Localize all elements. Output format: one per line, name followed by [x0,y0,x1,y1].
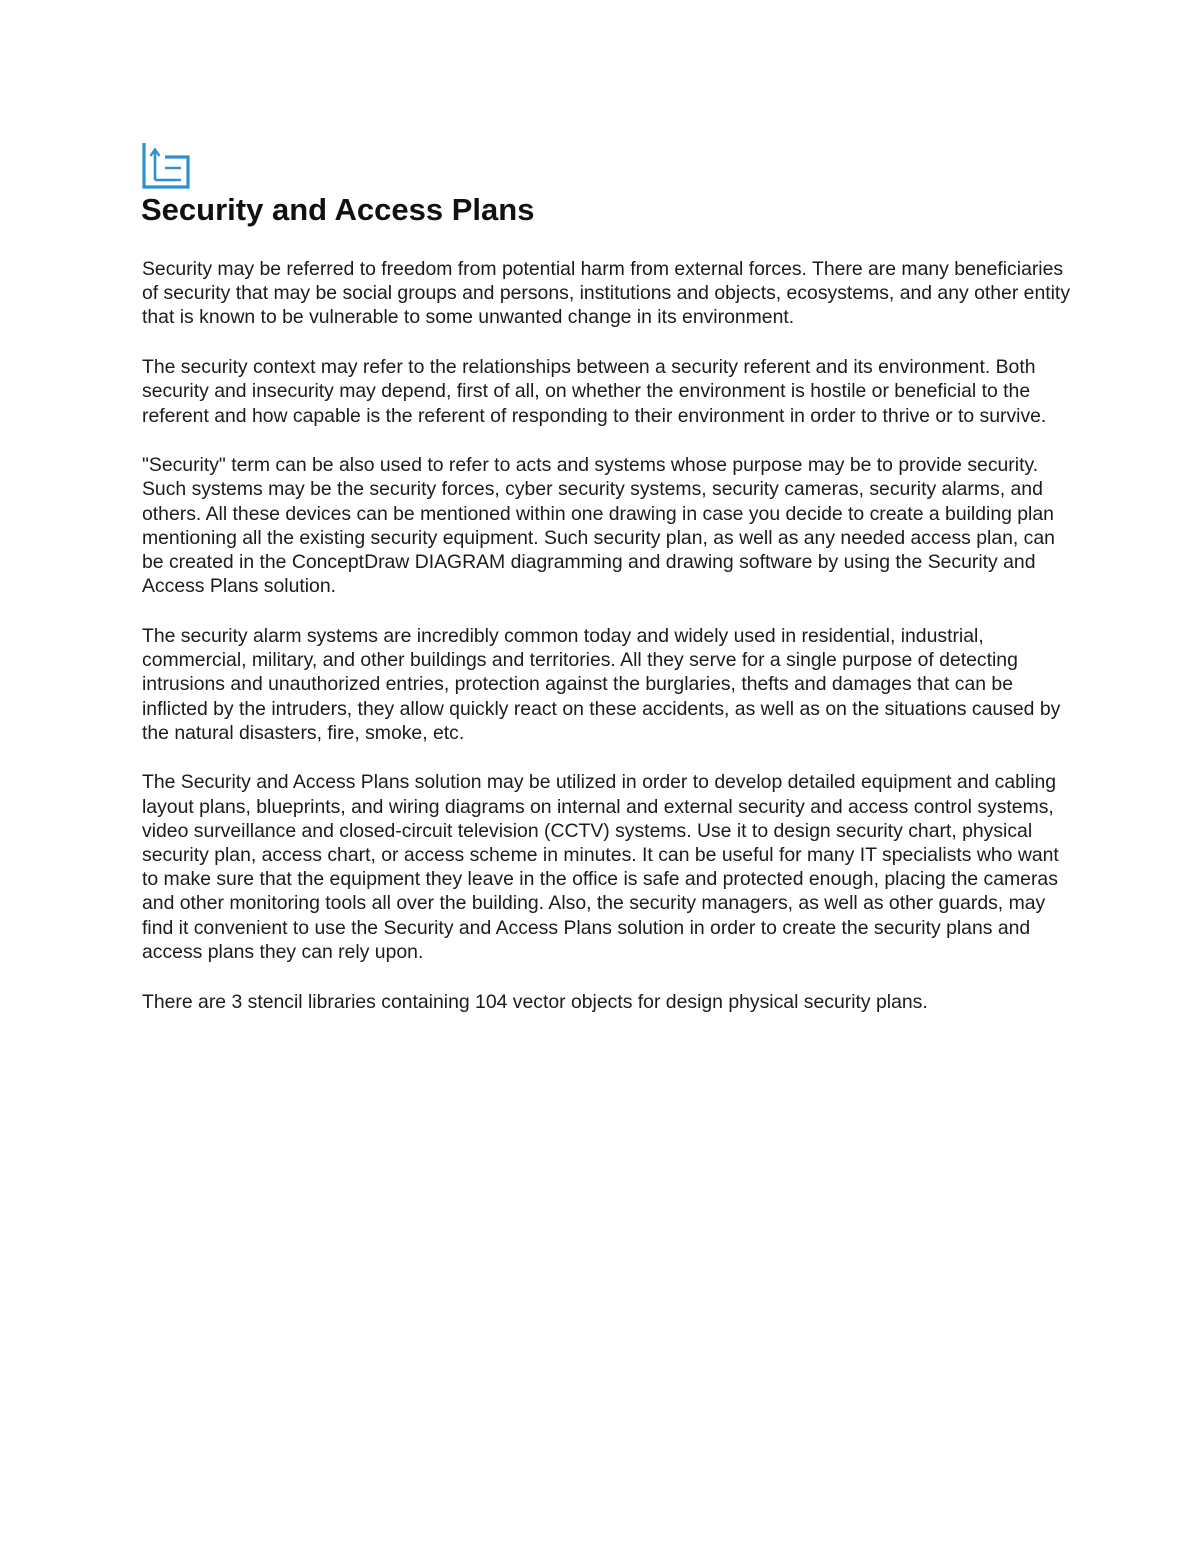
paragraph-security-systems: "Security" term can be also used to refer to acts and systems whose purpose may be to provide security. Such systems may be the security forces, cyber security systems, security cameras, security alarms, and others. All these devices can be mentioned within one drawing in case you decide to create a building plan mentioning all the existing security equipment. Such security plan, as well as any needed access plan, can be created in the ConceptDraw DIAGRAM diagramming and drawing software by using the Security and Access Plans solution. [142,454,1055,598]
solution-logo-icon [141,140,191,190]
body-text [142,257,1072,1039]
paragraph-stencil-libraries: There are 3 stencil libraries containing 104 vector objects for design physical security plans. [142,990,928,1013]
paragraph-alarm-systems: The security alarm systems are incredibly common today and widely used in residential, industrial, commercial, military, and other buildings and territories. All they serve for a single purpose of detecting intrusions and unauthorized entries, protection against the burglaries, thefts and damages that can be inflicted by the intruders, they allow quickly react on these accidents, as well as on the situations caused by the natural disasters, fire, smoke, etc. [142,624,1061,744]
page-title: Security and Access Plans [141,192,535,227]
paragraph-security-context: The security context may refer to the relationships between a security referent and its environment. Both security and insecurity may depend, first of all, on whether the environment is hostile or beneficial to the referent and how capable is the referent of responding to their environment in order to thrive or to survive. [142,356,1047,427]
paragraph-security-definition: Security may be referred to freedom from potential harm from external forces. There are many beneficiaries of security that may be social groups and persons, institutions and objects, ecosystems, and any other entity that is known to be vulnerable to some unwanted change in its environment. [142,258,1071,329]
paragraph-solution-usage: The Security and Access Plans solution may be utilized in order to develop detailed equipment and cabling layout plans, blueprints, and wiring diagrams on internal and external security and access control systems, video surveillance and closed-circuit television (CCTV) systems. Use it to design security chart, physical security plan, access chart, or access scheme in minutes. It can be useful for many IT specialists who want to make sure that the equipment they leave in the office is safe and protected enough, placing the cameras and other monitoring tools all over the building. Also, the security managers, as well as other guards, may find it convenient to use the Security and Access Plans solution in order to create the security plans and access plans they can rely upon. [142,771,1059,963]
